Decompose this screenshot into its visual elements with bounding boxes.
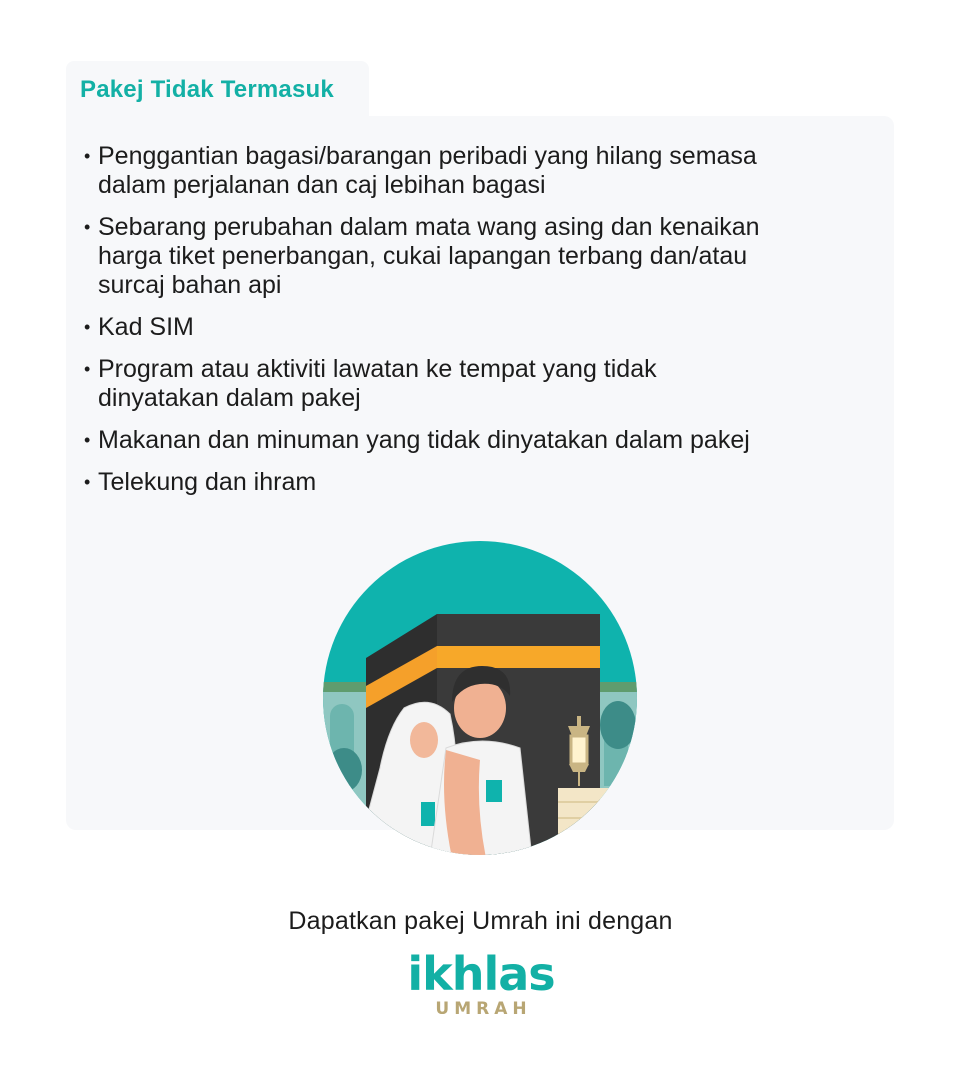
logo-sub-text: UMRAH [435, 999, 532, 1019]
bullet-icon: • [84, 472, 91, 492]
bullet-icon: • [84, 317, 91, 337]
exclusions-list [80, 142, 870, 510]
cta-text: Dapatkan pakej Umrah ini dengan [288, 907, 673, 935]
ikhlas-umrah-logo[interactable] [396, 947, 566, 1026]
list-item [80, 142, 870, 200]
kaaba-pilgrims-illustration [322, 540, 638, 856]
list-item-line: surcaj bahan api [98, 271, 282, 299]
bullet-icon: • [84, 359, 91, 379]
list-item-line: Program atau aktiviti lawatan ke tempat yang tidak [98, 355, 657, 383]
list-item [80, 426, 870, 455]
list-item-line: Sebarang perubahan dalam mata wang asing dan kenaikan [98, 213, 760, 241]
list-item-line: Makanan dan minuman yang tidak dinyatakan dalam pakej [98, 426, 750, 454]
list-item [80, 468, 870, 497]
bullet-icon: • [84, 146, 91, 166]
logo-main-text: ikhlas [407, 947, 555, 1001]
bullet-icon: • [84, 217, 91, 237]
section-title: Pakej Tidak Termasuk [80, 76, 334, 103]
list-item [80, 313, 870, 342]
list-item-line: dalam perjalanan dan caj lebihan bagasi [98, 171, 546, 199]
list-item [80, 355, 870, 413]
list-item-line: Penggantian bagasi/barangan peribadi yang hilang semasa [98, 142, 757, 170]
list-item [80, 213, 870, 300]
list-item-line: harga tiket penerbangan, cukai lapangan terbang dan/atau [98, 242, 748, 270]
list-item-line: Telekung dan ihram [98, 468, 317, 496]
list-item-line: dinyatakan dalam pakej [98, 384, 361, 412]
bullet-icon: • [84, 430, 91, 450]
list-item-line: Kad SIM [98, 313, 194, 341]
